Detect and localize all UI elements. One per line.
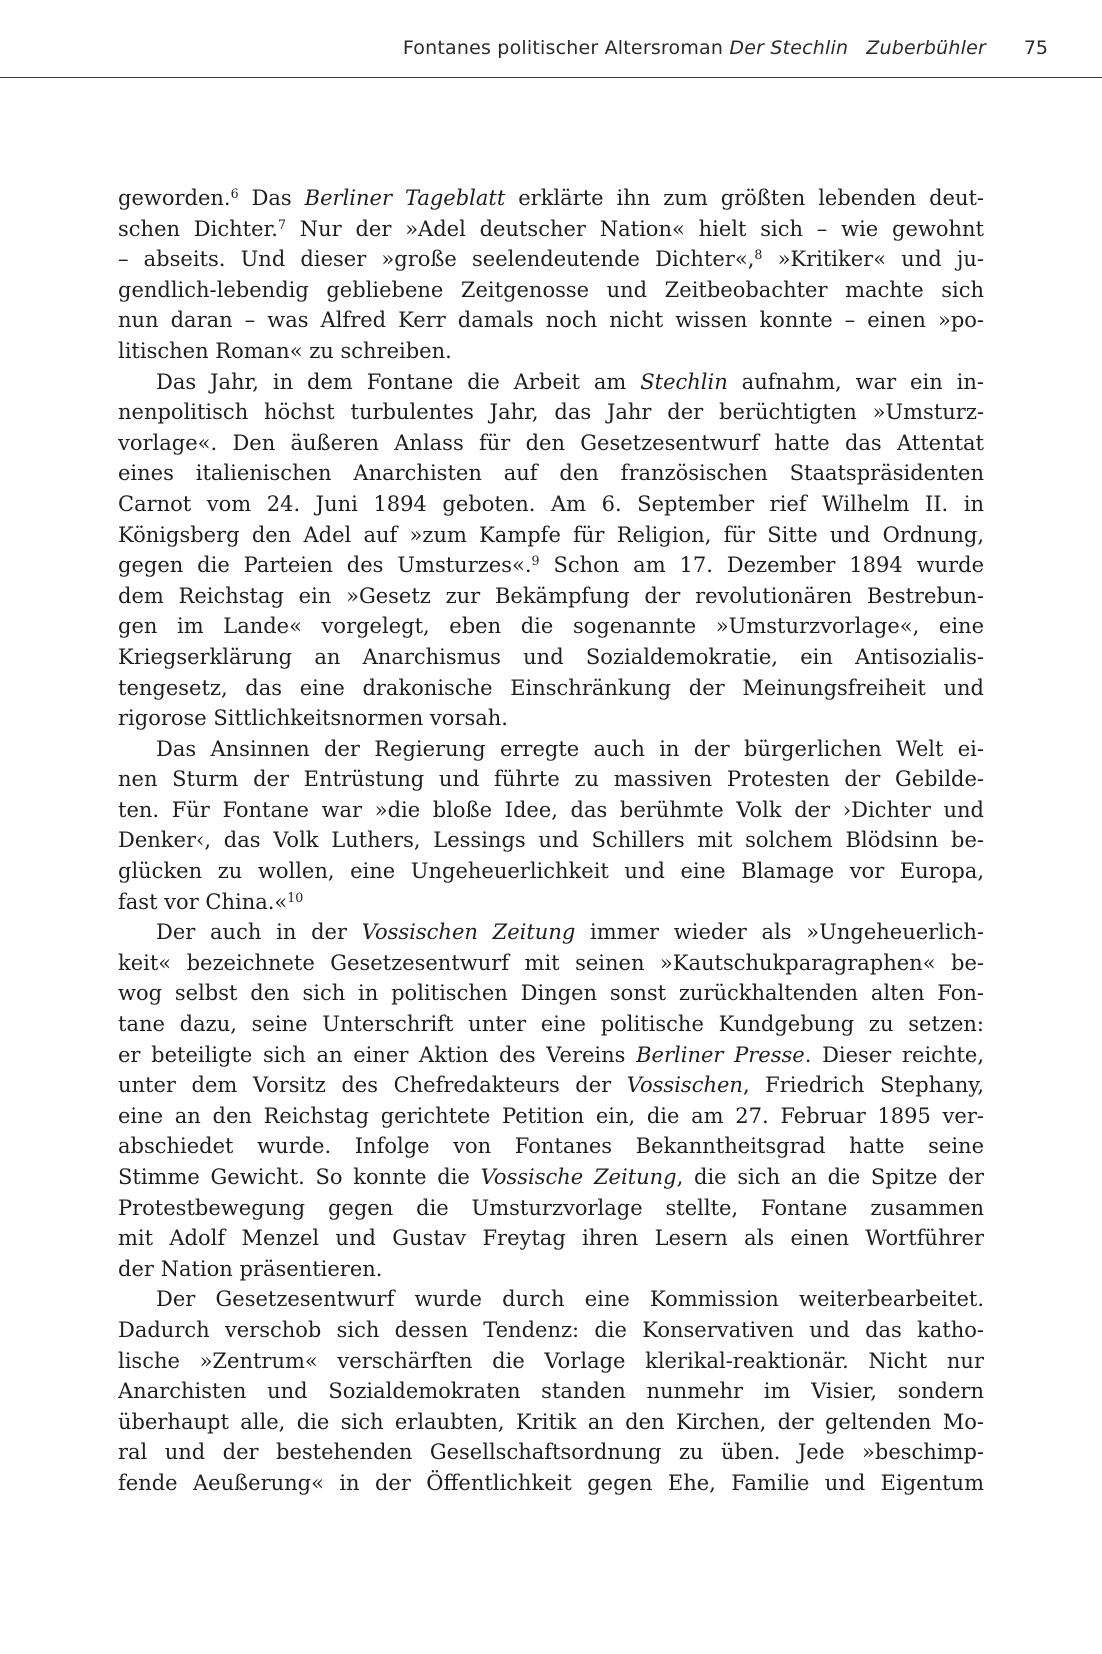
text-span: Der auch in der: [156, 920, 362, 945]
text-line: [118, 550, 984, 581]
text-span: fast vor China.«: [118, 889, 288, 914]
text-line: tengesetz, das eine drakonische Einschränkung der Meinungsfreiheit und: [118, 675, 984, 700]
text-line: glücken zu wollen, eine Ungeheuerlichkeit und eine Blamage vor Europa,: [118, 859, 984, 884]
text-line: nen Sturm der Entrüstung und führte zu massiven Protesten der Gebilde-: [118, 767, 984, 792]
italic-title: Stechlin: [640, 369, 728, 394]
text-line: [118, 1162, 984, 1193]
footnote-ref: 10: [287, 889, 304, 905]
text-line: [118, 917, 984, 948]
text-line: der Nation präsentieren.: [118, 1256, 383, 1281]
text-line: [118, 887, 984, 918]
text-span: . Dieser reichte,: [804, 1042, 984, 1067]
text-span: gegen die Parteien des Umsturzes«.: [118, 553, 532, 578]
text-span: schen Dichter.: [118, 216, 278, 241]
text-line: rigorose Sittlichkeitsnormen vorsah.: [118, 706, 508, 731]
text-line: überhaupt alle, die sich erlaubten, Kritik an den Kirchen, der geltenden Mo-: [118, 1409, 984, 1434]
text-line: [118, 1070, 984, 1101]
italic-title: Vossischen: [626, 1073, 743, 1098]
text-line: Königsberg den Adel auf »zum Kampfe für Religion, für Sitte und Ordnung,: [118, 522, 984, 547]
text-span: »Kritiker« und ju-: [762, 247, 984, 272]
footnote-ref: 6: [230, 186, 239, 202]
text-line: fende Aeußerung« in der Öffentlichkeit gegen Ehe, Familie und Eigentum: [118, 1470, 984, 1495]
text-line: Das Ansinnen der Regierung erregte auch in der bürgerlichen Welt ei-: [156, 736, 984, 761]
running-head: [0, 0, 1102, 78]
italic-title: Berliner Presse: [636, 1042, 805, 1067]
italic-title: Vossische Zeitung: [480, 1165, 677, 1189]
text-span: Nur der »Adel deutscher Nation« hielt sich – wie gewohnt: [285, 216, 984, 241]
text-line: mit Adolf Menzel und Gustav Freytag ihren Lesern als einen Wortführer: [118, 1226, 984, 1251]
text-line: dem Reichstag ein »Gesetz zur Bekämpfung der revolutionären Bestrebun-: [118, 583, 984, 608]
text-line: vorlage«. Den äußeren Anlass für den Gesetzesentwurf hatte das Attentat: [118, 430, 984, 455]
footnote-ref: 9: [531, 553, 540, 569]
text-line: [118, 244, 984, 275]
running-title: [403, 37, 986, 59]
text-line: eine an den Reichstag gerichtete Petition ein, die am 27. Februar 1895 ver-: [118, 1103, 984, 1128]
text-line: litischen Roman« zu schreiben.: [118, 338, 452, 363]
text-span: , die sich an die Spitze der: [676, 1165, 984, 1189]
text-line: ten. Für Fontane war »die bloße Idee, das berühmte Volk der ›Dichter und: [118, 797, 984, 822]
text-span: geworden.: [118, 186, 231, 210]
text-line: ral und der bestehenden Gesellschaftsordnung zu üben. Jede »beschimp-: [118, 1440, 984, 1465]
italic-title: Vossischen Zeitung: [361, 920, 576, 945]
text-span: aufnahm, war ein in-: [727, 369, 984, 394]
text-line: keit« bezeichnete Gesetzesentwurf mit seinen »Kautschukparagraphen« be-: [118, 950, 984, 975]
page-number: 75: [1023, 37, 1048, 59]
text-line: [118, 214, 984, 245]
text-line: tane dazu, seine Unterschrift unter eine politische Kundgebung zu setzen:: [118, 1012, 984, 1037]
running-title-book: Der Stechlin: [729, 37, 849, 59]
text-line: Protestbewegung gegen die Umsturzvorlage stellte, Fontane zusammen: [118, 1195, 984, 1220]
text-span: Das: [238, 186, 305, 210]
text-span: Stimme Gewicht. So konnte die: [118, 1165, 481, 1189]
footnote-ref: 8: [754, 247, 763, 263]
text-line: lische »Zentrum« verschärften die Vorlage klerikal-reaktionär. Nicht nur: [118, 1348, 984, 1373]
text-line: [118, 1040, 984, 1071]
text-line: eines italienischen Anarchisten auf den französischen Staatspräsidenten: [118, 461, 984, 486]
text-line: wog selbst den sich in politischen Dingen sonst zurückhaltenden alten Fon-: [118, 981, 984, 1006]
body-text: [118, 183, 984, 1499]
text-line: nun daran – was Alfred Kerr damals noch nicht wissen konnte – einen »po-: [118, 308, 984, 333]
text-line: nenpolitisch höchst turbulentes Jahr, das Jahr der berüchtigten »Umsturz-: [118, 400, 984, 425]
text-line: gen im Lande« vorgelegt, eben die sogenannte »Umsturzvorlage«, eine: [118, 614, 984, 639]
text-span: unter dem Vorsitz des Chefredakteurs der: [118, 1073, 627, 1098]
text-line: Anarchisten und Sozialdemokraten standen nunmehr im Visier, sondern: [118, 1379, 984, 1404]
text-span: Schon am 17. Dezember 1894 wurde: [539, 553, 984, 578]
text-line: gendlich-lebendig gebliebene Zeitgenosse und Zeitbeobachter machte sich: [118, 277, 984, 302]
text-span: Das Jahr, in dem Fontane die Arbeit am: [156, 369, 641, 394]
text-line: [118, 183, 984, 214]
text-line: Kriegserklärung an Anarchismus und Sozialdemokratie, ein Antisozialis-: [118, 644, 984, 669]
text-span: , Friedrich Stephany,: [742, 1073, 984, 1098]
text-span: erklärte ihn zum größten lebenden deut-: [505, 186, 984, 210]
text-line: Der Gesetzesentwurf wurde durch eine Kommission weiterbearbeitet.: [156, 1287, 984, 1312]
text-line: Carnot vom 24. Juni 1894 geboten. Am 6. September rief Wilhelm II. in: [118, 491, 984, 516]
text-line: [118, 367, 984, 398]
text-span: er beteiligte sich an einer Aktion des Vereins: [118, 1042, 637, 1067]
italic-title: Berliner Tageblatt: [304, 186, 506, 210]
running-title-text: Fontanes politischer Altersroman: [402, 37, 730, 59]
text-line: abschiedet wurde. Infolge von Fontanes Bekanntheitsgrad hatte seine: [118, 1134, 984, 1159]
running-author: Zuberbühler: [866, 37, 986, 59]
text-line: Denker‹, das Volk Luthers, Lessings und Schillers mit solchem Blödsinn be-: [118, 828, 984, 853]
text-line: Dadurch verschob sich dessen Tendenz: die Konservativen und das katho-: [118, 1317, 984, 1342]
footnote-ref: 7: [277, 216, 286, 232]
text-span: immer wieder als »Ungeheuerlich-: [575, 920, 984, 945]
text-span: – abseits. Und dieser »große seelendeutende Dichter«,: [118, 247, 755, 272]
